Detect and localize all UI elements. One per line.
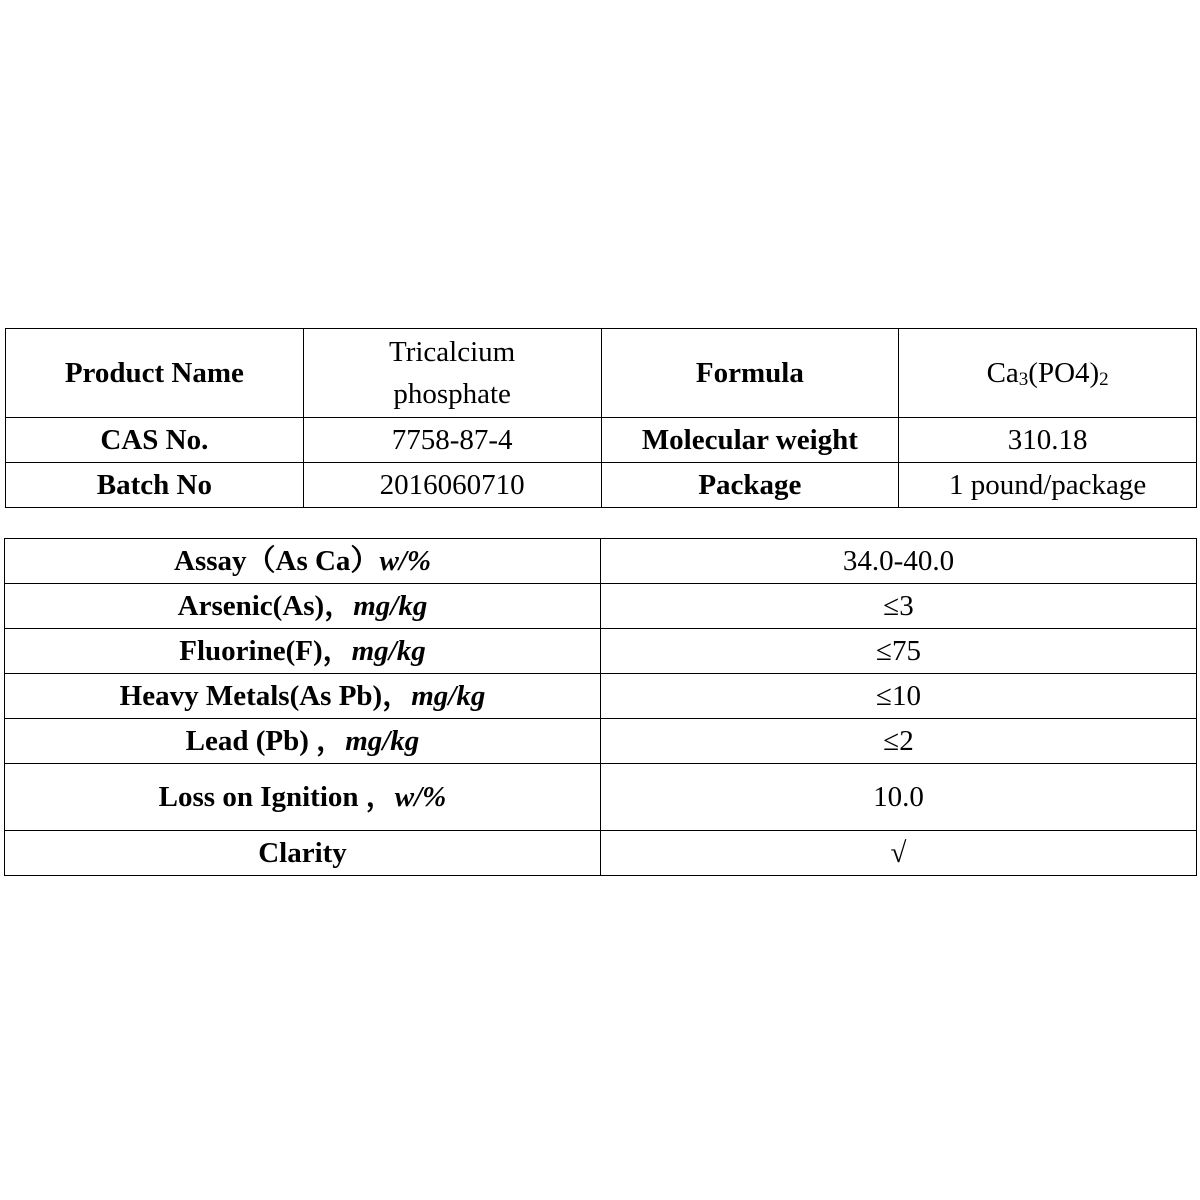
spec-unit: mg/kg [353, 589, 428, 622]
product-row [6, 329, 1197, 418]
batch-label: Batch No [6, 463, 304, 508]
product-info-table [5, 328, 1197, 508]
spec-label-text: Assay（As Ca） [174, 544, 380, 577]
formula-po4: (PO4) [1028, 356, 1100, 389]
spec-value: ≤2 [601, 719, 1197, 764]
cas-label: CAS No. [6, 418, 304, 463]
spec-label-text: Loss on Ignition ， [158, 780, 395, 813]
spec-label-text: Fluorine(F)， [179, 634, 352, 667]
spec-label-text: Heavy Metals(As Pb)， [119, 679, 412, 712]
spec-label [5, 764, 601, 831]
spec-row-heavy-metals [5, 674, 1197, 719]
molecular-weight-value: 310.18 [899, 418, 1197, 463]
spec-label-text: Lead (Pb) ， [185, 724, 346, 757]
spec-unit: w/% [379, 544, 431, 577]
product-name-line-1: Tricalcium [389, 335, 516, 368]
formula-subscript-1: 3 [1018, 368, 1029, 390]
spec-unit: mg/kg [351, 634, 426, 667]
molecular-weight-label: Molecular weight [601, 418, 899, 463]
spec-label [5, 719, 601, 764]
spec-row-arsenic [5, 584, 1197, 629]
product-name-value [303, 329, 601, 418]
spec-row-loss-on-ignition [5, 764, 1197, 831]
formula-subscript-2: 2 [1099, 368, 1109, 390]
spec-value: √ [601, 831, 1197, 876]
spec-label [5, 831, 601, 876]
formula-label: Formula [601, 329, 899, 418]
spec-row-assay [5, 539, 1197, 584]
cas-value: 7758-87-4 [303, 418, 601, 463]
spec-unit: mg/kg [411, 679, 486, 712]
spec-value: ≤3 [601, 584, 1197, 629]
package-value: 1 pound/package [899, 463, 1197, 508]
spec-row-fluorine [5, 629, 1197, 674]
spec-value: ≤75 [601, 629, 1197, 674]
spec-row-lead [5, 719, 1197, 764]
spec-label [5, 629, 601, 674]
product-name-line-2: phosphate [393, 378, 511, 410]
spec-label [5, 539, 601, 584]
spec-label-text: Arsenic(As)， [177, 589, 354, 622]
spec-value: ≤10 [601, 674, 1197, 719]
cas-row [6, 418, 1197, 463]
spec-label-text: Clarity [258, 836, 347, 869]
spec-value: 34.0-40.0 [601, 539, 1197, 584]
batch-row [6, 463, 1197, 508]
spec-unit: w/% [394, 780, 447, 813]
spec-unit: mg/kg [345, 724, 420, 757]
spec-row-clarity [5, 831, 1197, 876]
product-name-label: Product Name [6, 329, 304, 418]
spec-label [5, 674, 601, 719]
formula-value [899, 329, 1197, 418]
spec-value: 10.0 [601, 764, 1197, 831]
package-label: Package [601, 463, 899, 508]
specification-table [4, 538, 1197, 876]
formula-ca: Ca [986, 356, 1019, 389]
batch-value: 2016060710 [303, 463, 601, 508]
spec-label [5, 584, 601, 629]
